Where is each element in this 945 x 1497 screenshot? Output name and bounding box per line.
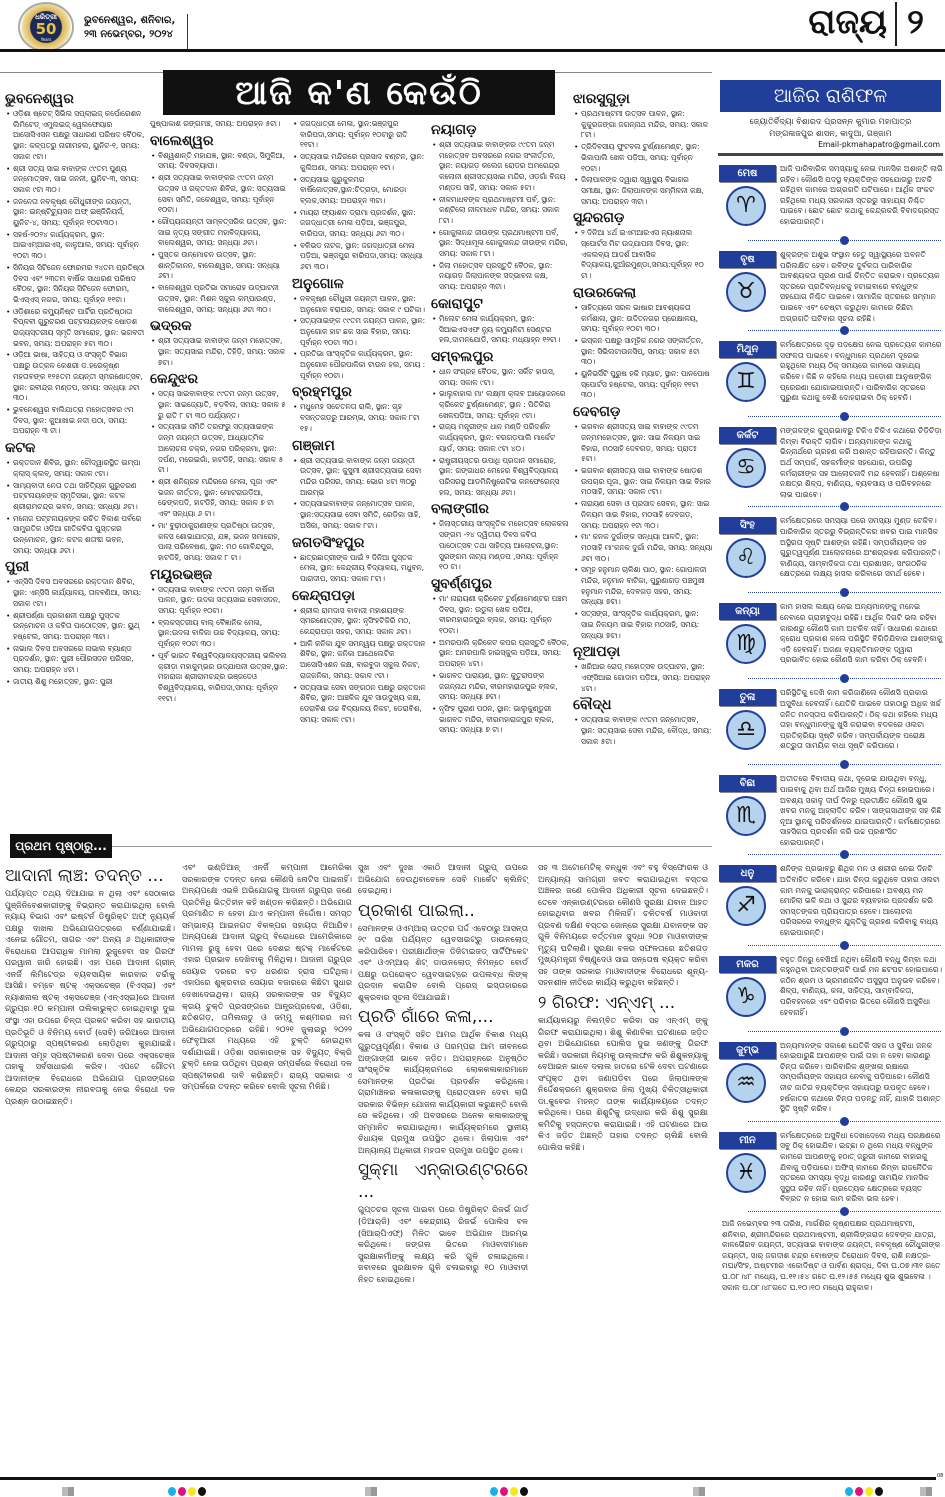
event-item: • ସତ୍ୟସାଇ ସମିତି ତରଫରୁ ସତ୍ୟସାଇଙ୍କ ଜନ୍ମ ଜୟନ୍ତୀ ଉତ୍ସବ, ଆଧ୍ୟାତ୍ମିକ ଆଲୋଚନା ଚକ୍ର, ନଗର ପରିକ୍ରମା, ସ୍ଥାନ: ଦର୍ପଣ, ମରେଇଗାଁ, ହାଟଡିହି, ସମୟ: ସକାଳ ୫ ଟା।: [150, 422, 288, 476]
events-column: [431, 119, 569, 737]
dotted-separator: [748, 848, 941, 860]
rashi-prediction: ବହୁତ ଦିନରୁ ବେଖିଆଁ ନଥିବା କୌଣସି ବନ୍ଧୁ କିମ୍ବା କଥା କହୁନଥିବା ଅନ୍ତରଙ୍ଗଟି ପାଇଁ ମନ ଛଟପଟ ହୋଇପାରେ। କଠିନ ଶ୍ରମ ଓ ଭ୍ରମଣଜନିତ ଅସୁସ୍ଥତା ଅନୁଭବ କରିବେ। ଶିଳ୍ପ, ବାଣିଜ୍ୟ, କଳା, ସାହିତ୍ୟ, ସାମ୍ବାଦିକତା, ପରିବହନରେ ଏବଂ ପରିବାର ଭିତରେ କୌଣସି ଅସୁବିଧା ହେବନାହିଁ।: [780, 954, 943, 1017]
event-item: • ଏନ୍‌ସିସି ଦିବସ ଅବସରରେ ରକ୍ତଦାନ ଶିବିର, ସ୍ଥାନ: ଏନ୍‌ସିସି କାର୍ଯ୍ୟାଳୟ, ତାଳବଣିଆ, ସମୟ: ସକାଳ ୯ଟା।: [5, 577, 145, 609]
event-item: • ସତ୍ୟସାଇ ମନ୍ଦିରରେ ପ୍ରସାଦ ବଣ୍ଟନ, ସ୍ଥାନ: କୁଲିଅଣା, ସମୟ: ଅପରାହ୍ନ ୧ଟା।: [292, 152, 427, 173]
registration-mark: [920, 1487, 932, 1496]
district-heading: କଟକ: [5, 440, 36, 457]
dotted-separator: [748, 758, 941, 770]
divider: [112, 846, 712, 847]
rashi-2: [718, 246, 943, 336]
event-item: • ଓଡ଼ିଶାରେ କମ୍ୟୁନିଷ୍ଟ ପାର୍ଟିର ପ୍ରତିଷ୍ଠାତା ବିପ୍ଳବୀ ଗୁରୁଚରଣ ପଟ୍ଟନାୟକଙ୍କ ଷୋଡ଼ଶ ରାଜ୍ୟସ୍ତରୀୟ ସ୍ମୃତି ସମାରୋହ, ସ୍ଥାନ: ଭଗବତୀ ଭବନ, ସମୟ: ଅପରାହ୍ନ ୫ଟା ୩୦।: [5, 307, 145, 350]
rashi-prediction: ଆଜି ପାରିବାରିକ ସମସ୍ୟାକୁ ନେଇ ମାନସିକ ଅଶାନ୍ତି ଲାଗି ରହିବ। କୌଣସି ପଦସ୍ଥ ବ୍ୟକ୍ତିଙ୍କ ସହଯୋଗରୁ ଅଟକି ରହିଥିବା କାମରେ ଅଗ୍ରଗତି ଘଟିପାରେ। ଆର୍ଥିକ ସଂକଟ ରହିଥିଲେ ମଧ୍ୟ ସରକାରୀ ସ୍ତରରୁ ସାହାଯ୍ୟ ନିଶ୍ଚିତ ପାଇବେ। ଛୋଟ ଛୋଟ କଥାକୁ କେନ୍ଦ୍ରକରି ବିବାଦଗ୍ରସ୍ତ ହୋଇପାରନ୍ତି।: [780, 164, 943, 226]
event-item: • ମା' କନକ ଦୁର୍ଗାଙ୍କ ସନ୍ଧ୍ୟା ଆଳତି, ସ୍ଥାନ: ମଠସାହି ମା'କନକ ଦୁର୍ଗା ମନ୍ଦିର, ସମୟ: ସନ୍ଧ୍ୟା ୬ଟା ୩୦।: [573, 532, 713, 564]
district-heading: ଝାରସୁଗୁଡ଼ା: [573, 91, 630, 107]
event-list: [292, 294, 427, 382]
rashi-prediction: ମଙ୍ଗଳଙ୍କ କୁପ୍ରଭାବରୁ ଟିକିଏ ଟିକିଏ କଥାରେ ଚିଡ଼ିଚିଡ଼ା କିମ୍ବା ବିରକ୍ତି ଲାଗିବ। ଅନ୍ୟମାନଙ୍କ କଥାକୁ ଭିନ୍ନାର୍ଥରେ ଗ୍ରହଣ କରି ଅଶାନ୍ତ ରହିପାରନ୍ତି। କିନ୍ତୁ ଅର୍ଥ ସମ୍ପର୍କ, ସହକର୍ମୀଙ୍କ ସହଯୋଗ, ଉପରିସ୍ଥ କର୍ମଚାରୀଙ୍କ ସହ ଆଲୋଚନାଦି ମନ୍ଦ ହେବନାହିଁ। ଅଶ୍ଳେଷା ନକ୍ଷତ୍ର ଶିଳ୍ପ, ବାଣିଜ୍ୟ, ବ୍ୟବସାୟ ଓ ପରିବହନରେ ଲାଭ ପାଇବେ।: [780, 426, 942, 499]
event-item: • ମନୋଜ ପଟ୍ଟନାୟକଙ୍କ ରଚିତ ବିକାଶ ପର୍ବରେ ସାମ୍ପ୍ରତିକ ଓଡ଼ିଆ ଗୀତିକବିତା ପୁସ୍ତକର ଉନ୍ମୋଚନ, ସ୍ଥାନ: କଟକ ଶତାବ୍ଦୀ ଭବନ, ସମୟ: ସନ୍ଧ୍ୟା ୬ଟା।: [5, 514, 145, 557]
event-item: • ଇସ୍କନ ପକ୍ଷରୁ ସାମୂହିକ ନଗର ସଙ୍କୀର୍ତ୍ତନ, ସ୍ଥାନ: ସିଭିଲଟାଉନସିପ୍, ସମୟ: ସକାଳ ୫ଟା ୩୦।: [573, 336, 713, 368]
event-item: • ବ୍ଲକସ୍ତରୀୟ ବାଲ୍ ବୈଜ୍ଞାନିକ ମେଳା, ସ୍ଥାନ:ଉଦଳା ବାଳିକା ଉଚ୍ଚ ବିଦ୍ୟାଳୟ, ସମୟ: ପୂର୍ବାହ୍ନ ୧୦ଟା ୩୦।: [150, 618, 288, 650]
article-body: ସହ ୩ ଅଟୋମେଟିକ୍ ବନ୍ଧୁକ ଏବଂ ବହୁ ବିସ୍ଫୋରକ ଓ ଅନ୍ୟାନ୍ୟ ସାମଗ୍ରୀ ଜବତ କରାଯାଇଥିବା ବସ୍ତର ଅଞ୍ଚଳର ଜଣେ ପୋଲିସ ଅଧିକାରୀ ସୂଚନା ଦେଇଛନ୍ତି। ତେବେ ଏନ୍‌କାଉଣ୍ଟରରେ କୌଣସି ସୁରକ୍ଷା ଯବାନ ଆହତ ହୋଇଥିବାର ଖବର ମିଳିନାହିଁ। ଚଳିତବର୍ଷ ମାଓବାଦୀ ପ୍ରବଣ ଦକ୍ଷିଣ ବସ୍ତର ଜୋନ୍‌ରେ ସୁରକ୍ଷା ଯବାନଙ୍କ ସହ ଗୁଳି ବିନିମୟରେ ବର୍ତ୍ତମାନ ସୁଦ୍ଧା ୨୦୭ ମାଓବାଦୀଙ୍କ ମୃତ୍ୟୁ ଘଟିଲାଣି। ସୁରକ୍ଷା ବଳର ସଫଳତାରେ ଛତିଶଗଡ଼ ମୁଖ୍ୟମନ୍ତ୍ରୀ ବିଷ୍ଣୁଦେଓ ସାଇ ସନ୍ତୋଷ ବ୍ୟକ୍ତ କରିବା ସହ ତାଙ୍କ ସରକାର ମାଓବାଦୀଙ୍କ ବିରୋଧରେ ଶୂନ୍ୟ-ସହନଶୀଳ ନୀତିରେ କାର୍ଯ୍ୟ କରୁଥିବା କହିଛନ୍ତି।: [538, 862, 708, 988]
rashifal-author: ଜ୍ୟୋତିର୍ବିଦ୍ୟା ବିଶାରଦ ପ୍ରସନ୍ନ କୁମାର ମହାପାତ୍ର ମଙ୍ଗଳାଜପୁର ଶାସନ, କାଦୁଆ, ଗଞ୍ଜାମ: [749, 116, 912, 138]
event-item: • ପ୍ରଥମାଷ୍ଟମୀ ଉତ୍ସବ ପାଳନ, ସ୍ଥାନ: କୁକୁରଜଙ୍ଗା ଜଗନ୍ନାଥ ମନ୍ଦିର, ସମୟ: ସକାଳ ୮ଟା।: [573, 109, 713, 141]
event-list: [5, 458, 145, 556]
event-list: [292, 402, 427, 434]
rashi-8: [718, 770, 943, 860]
event-item: • ଭାଲୁବାହାଲ ମା' ଲକ୍ଷ୍ମୀ କ୍ଲବ ଆୟୋଜନରେ କ୍ରିକେଟ ଟୁର୍ଣ୍ଣାମେଣ୍ଟ, ସ୍ଥାନ : ପିତିକିରା ଖେଳପଡ଼ିଆ, ସମୟ: ପୂର୍ବାହ୍ନ ୯ଟା।: [431, 389, 569, 421]
dotted-separator: [748, 410, 941, 422]
rashifal-signs: [718, 160, 943, 1217]
rashi-4: [718, 422, 943, 512]
rashi-9: [718, 860, 943, 950]
event-item: • ରୌପ୍ୟଜୟନ୍ତୀ ସାମ୍ବତ୍ସରିକ ଉତ୍ସବ, ସ୍ଥାନ: ସାଇ ନୃତ୍ୟ ସଙ୍ଗୀତ ମହାବିଦ୍ୟାଳୟ, ବାଲେଶ୍ୱର, ସମୟ: ସନ୍ଧ୍ୟା ୬ଟା।: [150, 217, 288, 249]
district-heading: ସୁନ୍ଦରଗଡ଼: [573, 210, 625, 227]
event-list: [5, 109, 145, 437]
event-item: • ଜିଲା ମହୋତ୍ସବ ପ୍ରସ୍ତୁତି ବୈଠକ, ସ୍ଥାନ: ନୟାଗଡ଼ ଜିଲାପାଳଙ୍କ ସଦ୍‌ଭାବନା କକ୍ଷ, ସମୟ: ଅପରାହ୍ନ ୩ଟା।: [431, 261, 569, 293]
district-heading: ମୟୂରଭଞ୍ଜ: [150, 566, 213, 583]
rashi-6: [718, 598, 943, 684]
article-headline: ଆଦାନୀ ଲାଞ୍ଚ: ତଦନ୍ତ ...: [5, 866, 164, 886]
district-heading: ବ୍ରହ୍ମପୁର: [292, 384, 352, 401]
event-list: [150, 151, 288, 316]
rashi-prediction: ଅତୀତରେ ବିବାଦୀୟ କଥା, ଦୂରେଇ ଯାଉଥିବା ବନ୍ଧୁ, ପାଇବାକୁ ଥିବା ଅର୍ଥ ଆଜିର ମୁଖ୍ୟ ଚିନ୍ତା ହୋଇପାରେ। ଅବଶ୍ୟ ସକାଳୁ ଦୀର୍ଘ ଦିନରୁ ପ୍ରତୀକ୍ଷିତ କୌଣସି ଶୁଭ ଖବର ମନକୁ ଆହ୍ଲାଦିତ କରିବ। ସାଙ୍ଗସାଥୀଙ୍କ ସହ କିଛି ନୂଆ ସ୍ଥାନକୁ ପରିଦର୍ଶନରେ ଯାଇପାରନ୍ତି। କର୍ମକ୍ଷେତ୍ରରେ ସାହସିକତା ପ୍ରଦର୍ଶନ କରି ଉଚ୍ଚ ପ୍ରଶଂସିତ ହୋଇପାରନ୍ତି।: [780, 774, 942, 847]
dotted-separator: [748, 500, 941, 512]
rashi-3: [718, 336, 943, 422]
district-heading: ପୁରୀ: [5, 559, 30, 576]
event-list: [431, 367, 569, 498]
article-body: ସୁଖ ଏବଂ ଦୁଃଖ ଏକାଠି ଆଦାନୀ ଗ୍ରୁପ୍ ଉପରେ ଅଭିଯୋଗ ଦେଉଥିବାବେଳେ ସେବି ମାର୍କେଟ କ୍ଲିନିଟ୍ ଦେଇଥିଲା।: [358, 862, 528, 896]
article-body: ସେମାନଙ୍କ ଓଏମ୍‌ଆର୍ ଉତ୍ତର ପର୍ଦ୍ଦ ଏବେଠାରୁ ଆସନ୍ତା ୨୯ ତାରିଖ ପର୍ଯ୍ୟନ୍ତ ୱେବସାଇଟ୍‌ରୁ ଡାଉନଲୋଡ୍ କରିପାରିବେ। ପରୀକ୍ଷାର୍ଥୀଙ୍କ ଡିଜିଟାଇଜଡ୍ ସାର୍ଟିଫିକେଟ ଏବଂ ଓଏମ୍‌ଆର୍ ଶିଟ୍ ଡାଉନଲୋଡ୍ ନିମନ୍ତେ ବୋର୍ଡ ପକ୍ଷରୁ ଉପରୋକ୍ତ ୱେବସାଇଟ୍‌ରେ ଉପଲବ୍ଧ ଲିଙ୍କ୍ ପ୍ରଦାନ କରାଯିବ ବୋଲି ପ୍ରେସ୍ ଇସ୍ତାହାରରେ ଶୁକ୍ରବାର ସୂଚନା ଦିଆଯାଇଛି।: [358, 922, 528, 1002]
zodiac-10-icon: ♑: [726, 977, 766, 1017]
event-item: • ମାୟରା ଫ୍ୟାଶନ ଡ୍ରାମା ପ୍ରଦର୍ଶନ, ସ୍ଥାନ: ଜଗଦ୍ଧାତ୍ରୀ ମେଳା ପଡ଼ିଆ, ଭଞ୍ଜପୁର, ବାରିପଦା, ସମୟ: ସନ୍ଧ୍ୟା ୬ଟା ୩୦।: [292, 208, 427, 240]
article-headline: ସୁକ୍ମା ଏନ୍‌କାଉଣ୍ଟରରେ ...: [358, 1160, 528, 1203]
event-item: • ସତ୍ୟସାଇବାବାଙ୍କ ଜନ୍ମୋତ୍ସବ ପାଳନ, ସ୍ଥାନ:ସତ୍ୟସାଇ ସେବା ସମିତି, ରେଡ଼ିକା ସାହି, ଅସିକା, ସମୟ: ସକାଳ ୮ଟା।: [292, 499, 427, 531]
panchang-text: ଆଜି ନଭେମ୍ବର ୨୩ ତାରିଖ, ମାର୍ଗଶିର କୃଷ୍ଣପକ୍ଷର ପ୍ରଥମାଷ୍ଟମୀ, ଶନିବାର, ଶ୍ରୀମନ୍ଦିରରେ ପ୍ରଥମାଷ୍ଟମୀ, ଶ୍ରୀଲିଙ୍ଗରାଜ ଦେବଙ୍କ ଯାତ୍ରା, କାଳଭୈରବ ଜୟନ୍ତୀ, ସତ୍ୟସାଇ ବାବାଙ୍କ ଜୟନ୍ତୀ, ନବକୃଷ୍ଣ ଚୌଧୁରୀଙ୍କ ଜୟନ୍ତୀ, ସାର୍ ଜଗଦୀଶ ଚନ୍ଦ୍ର ବୋଷଙ୍କ ତିରୋଧାନ ଦିବସ, ରାଶି ନକ୍ଷତ୍ର- ମଘା/ସିଂହ, ଅଷ୍ଟମୀର ଏକୋଦିଷ୍ଟ ଓ ପାର୍ବଣ ଶ୍ରାଦ୍ଧ, ଦିବା ଘ.୦୭।୩୧ ଗତେ ଘ.୦୮।୪୮ ମଧ୍ୟେ, ଘ.୧୧।୫୪ ଗତେ ଘ.୧୨।୫୫ ମଧ୍ୟେ ଶୁଭ ଶୁଭବେଳା । ସକାଳ ଘ.୦୮।୪୮ଗତେ ଘ.୧୦।୧୦ ମଧ୍ୟେ ରାହୁକାଳ।: [722, 1218, 941, 1292]
rashi-label: ମୀନ: [719, 1132, 776, 1149]
events-column: [5, 88, 145, 688]
zodiac-11-icon: ♒: [726, 1063, 766, 1103]
event-item: • ବିଶ୍ୱଶାନ୍ତି ମହାଯଜ୍ଞ, ସ୍ଥାନ: ବଣ୍ଡା, ସିମୁଳିଆ, ସମୟ: ଦିବସବ୍ୟାପୀ।: [150, 151, 288, 172]
article-body: ପର୍ଯ୍ୟାପ୍ତ ତଥ୍ୟ ଦିଆଯାଇ ନ ଥିଲା ଏବଂ ସେଠାକାର ପୁଞ୍ଜିନିବେଶକାରୀଙ୍କୁ ବିଭ୍ରାନ୍ତ କରାଯାଇଥିଲା ବୋଲି ନ୍ୟାୟ ବିଭାଗ ଏବଂ ଇଷ୍ଟର୍ନ ଡିଷ୍ଟ୍ରିକ୍ଟ ଅଫ୍ ନ୍ୟୁୟର୍କ ପକ୍ଷରୁ ଦାଖଲ ଅଭିଯୋଗପତ୍ରରେ ବର୍ଣ୍ଣାଯାଇଛି। ଏନେଇ ଗୌତମ, ସାଗର ଏବଂ ଅନ୍ୟ ୬ ଅଧିକାରୀଙ୍କ ବିରୋଧରେ ଆପରାଧିକ ମାମଲା ରୁଜୁହେବା ସହ ଗିରଫ ପରୱାନା ଜାରି ହୋଇଛି। ଏହା ପରେ ଆଦାନୀ ଗ୍ରୀନ୍ ଏନର୍ଜି ଲିମିଟେଡ୍‌ର ବ୍ୟବସାୟିକ କାରବାର ଚର୍ଚ୍ଚାକୁ ଆସିଛି। ବମ୍ବେ ଷ୍ଟକ୍ ଏକ୍ସଚେଞ୍ଜ (ବିଏସ୍‌ଇ) ଏବଂ ନ୍ୟାଶନାଲ ଷ୍ଟକ୍ ଏକ୍ସଚେଞ୍ଜ (ଏନ୍‌ଏସ୍‌ଇ)ରେ ଆଦାନୀ ଗ୍ରୁପ୍‌ର ୧୦ କମ୍ପାନୀ ତାଲିକାଭୁକ୍ତ ହୋଇଥିବାରୁ ଦୁଇ ସଂସ୍ଥା ଏହା ଉପରେ ଚିନ୍ତା ପ୍ରକଟ କରିବା ସହ ଭାରତୀୟ ପ୍ରତିଭୂତି ଓ ବିନିମୟ ବୋର୍ଡ (ସେବି) ଜରିଆରେ ଆଦାନୀ ଗ୍ରୁପ୍‌ଠାରୁ ସ୍ପଷ୍ଟୀକରଣ ଲୋଡ଼ିଥିବା କୁହାଯାଇଛି। ଆଦାନୀ ସମୂହ ସ୍ପଷ୍ଟୀକରଣ ଦେବା ପରେ ଏକ୍ସଚେଞ୍ଜ ତାହାକୁ ସର୍ବସାଧାରଣ କରିବ। ଏପଟେ ଗୌତମ ଆଦାନୀଙ୍କ ବିରୋଧରେ ଅଭିଯୋଗ ପ୍ରସଙ୍ଗରେ କେନ୍ଦ୍ର ସରକାରଙ୍କ ନୀରବତାକୁ ନେଇ ବିରୋଧୀ ଦଳ ପ୍ରଶ୍ନ ଉଠାଇଛନ୍ତି।: [5, 888, 175, 1106]
event-list: [292, 119, 427, 273]
zodiac-1-icon: ♈: [726, 186, 766, 226]
event-list: [431, 314, 569, 346]
rashi-7: [718, 684, 943, 770]
event-list: [573, 109, 713, 207]
event-item: • ସହର୍ଷ-୨୦୨୪ କାର୍ଯ୍ୟକ୍ରମ, ସ୍ଥାନ: ଆଇଏମ୍‌ଆଇଏସ୍, କାଳୁଆଲ, ସମୟ: ପୂର୍ବାହ୍ନ ୧୦ଟା ୩୦।: [5, 230, 145, 262]
rashi-label: ମକର: [719, 956, 776, 973]
dotted-separator: [748, 234, 941, 246]
event-item: • ସତ୍ୟସାଇ ବାବାଙ୍କ ୯୯ତମ ଜନ୍ମୋତ୍ସବ, ସ୍ଥାନ: ସତ୍ୟସାଇ ସେବା ମନ୍ଦିର, ବୌଦ୍ଧ, ସମୟ: ସକାଳ ୫ଟା।: [573, 715, 713, 747]
event-item: • ୨ ଦିନିଆ ୪ର୍ଥ ଇଏମଆରଏସ ନ୍ୟାଶନାଲ ସ୍ପୋର୍ଟସ ମିଟ ଉଦ୍‌ଯାପନୀ ଦିବସ, ସ୍ଥାନ: ଏକଲବ୍ୟ ଆଦର୍ଶ ଆବାସିକ ବିଦ୍ୟାଳୟ,କୁଆଁରମୁଣ୍ଡା,ସମୟ:ପୂର୍ବାହ୍ନ ୧୦ ଟା।: [573, 228, 713, 282]
district-heading: ବଲାଙ୍ଗୀର: [431, 501, 489, 518]
rashi-5: [718, 512, 943, 598]
zodiac-6-icon: ♍: [726, 624, 766, 664]
event-item: • ଶ୍ରୀ ସତ୍ୟ ସାଇ ବାବାଙ୍କ ୯୯ତମ ପୁଣ୍ୟ ଜନ୍ମୋତ୍ସବ, ସାଇ ଜନନୀ, ୟୁନିଟ-୩, ସମୟ: ସକାଳ ୯ଟା ୩୦।: [5, 164, 145, 196]
event-item: • ପୂର୍ବ ଭାରତ ବିଶ୍ୱବିଦ୍ୟାଳୟସ୍ତରୀୟ ଭଲିବଲ କ୍ରୀଡ଼ା ମହାକୁମ୍ଭର ଉଦ୍‌ଯାପନୀ ଉତ୍ସବ,ସ୍ଥାନ: ମହାରାଜା ଶ୍ରୀରାମଚନ୍ଦ୍ର ଭଞ୍ଜଦେଓ ବିଶ୍ୱବିଦ୍ୟାଳୟ, ବାରିପଦା,ସମୟ: ପୂର୍ବାହ୍ନ ୧୧ଟା।: [150, 651, 288, 705]
rashi-prediction: ପରିସ୍ଥିତିକୁ ଦେଖି କାମ କରିଜାଣିଲେ କୌଣସି ପ୍ରକାର ଅସୁବିଧା ହେବନାହିଁ। ଯେତିକି ପାଇବେ ତାହାଠାରୁ ଅଧିକ ଖର୍ଚ୍ଚ ଜନିତ ମନସ୍ତାପ କରିପାରନ୍ତି। ଠିକ୍ କଥା କହିଲେ ମଧ୍ୟ ତାହା ବନ୍ଧୁମାନଙ୍କୁ ଖୁସି କରାଇବା ବଦଳରେ ଓଲଟା ପ୍ରତିକ୍ରିୟା ସୃଷ୍ଟି କରିବ। ସମ୍ପର୍କୀୟଙ୍କ ପରୋକ୍ଷ ଶତ୍ରୁତା ସାମୟିକ ବାଧା ସୃଷ୍ଟି କରିପାରେ।: [780, 688, 941, 751]
registration-mark: [62, 1487, 74, 1496]
event-item: • ନୃସିଂହ ପୁରାଣ ପଠନ, ସ୍ଥାନ: ଭାଲୁକୁଣ୍ଡୁରୀ ଭାଗବତ ମନ୍ଦିର, ବୀରମହାରାଜପୁର ବ୍ଲକ, ସମୟ: ସନ୍ଧ୍ୟା ୭ ଟା।: [431, 704, 569, 736]
event-item: • ଭୁବନେଶ୍ୱର ବାଲିଯାତ୍ରା ମହୋତ୍ସବର ୯ମ ଦିବସ, ସ୍ଥାନ: କୁଆଖାଇ ନଦୀ ପଠା, ସମୟ: ଅପରାହ୍ନ ୩ ଟା।: [5, 405, 145, 437]
zodiac-5-icon: ♌: [726, 538, 766, 578]
event-list: [431, 519, 569, 573]
rashi-label: ମିଥୁନ: [719, 341, 776, 358]
event-item: • ନୀଳମାଧବଙ୍କ ପ୍ରଥମାଷ୍ଟମୀ ପର୍ବ, ସ୍ଥାନ: କଣ୍ଟିଲୋ ନୀଳମାଧବ ମନ୍ଦିର, ସମୟ: ସକାଳ ୮ଟା।: [431, 195, 569, 227]
color-registration-mark: [845, 1487, 883, 1496]
event-list: [292, 456, 427, 532]
article-headline: ପ୍ରତି ଗାଁରେ କଳା,...: [358, 1007, 494, 1028]
event-item: • ମା' ବୁଢ଼ୀଠାକୁରାଣୀଙ୍କ ପ୍ରତିଷ୍ଠା ଉତ୍ସବ, କଳସ ଶୋଭାଯାତ୍ରା, ଯଜ୍ଞ, ଭଜନ ସମାରୋହ, ପାଲା ପରିବେଷଣ, ସ୍ଥାନ: ମଠ ଗୋବିନ୍ଦପୁର, ହାଟଡିହି, ସମୟ: ସକାଳ ୮ ଟା।: [150, 521, 288, 564]
dotted-separator: [748, 1115, 941, 1127]
event-list: [431, 594, 569, 736]
article-headline: ୨ ଗିରଫ: ଏନ୍‌ଏମ୍ ...: [538, 993, 676, 1014]
article-body: ଗୁପ୍ତଚର ସୂଚନା ପାଇବା ପରେ ଡିଷ୍ଟ୍ରିକ୍ଟ ରିଜର୍ଭ ଗାର୍ଡ (ଡିଆର୍‌ଜି) ଏବଂ କେନ୍ଦ୍ରୀୟ ରିଜର୍ଭ ପୋଲିସ ବଳ (ସିଆର୍‌ପିଏଫ୍) ମିଳିତ ଭାବେ ଅଭିଯାନ ଆରମ୍ଭ କରିଥିଲେ। ଜଙ୍ଗଲ ଭିତରେ ମାଓବାଦୀମାନେ ସୁରକ୍ଷାକର୍ମୀଙ୍କୁ ଲକ୍ଷ୍ୟ କରି ଗୁଳି ଚଳାଇଥିଲେ। ଜବାବରେ ସୁରକ୍ଷାବଳ ଗୁଳି ଚଳାଇବାରୁ ୧୦ ମାଓବାଦୀ ନିହତ ହୋଇଥିଲେ।: [358, 1204, 528, 1284]
event-item: • ଶ୍ରୀପର୍ଣ୍ଣା ପ୍ରକାଶନୀ ପକ୍ଷରୁ ପୁସ୍ତକ ଉନ୍ମୋଚନ ଓ କବିତା ପାଠୋତ୍ସବ, ସ୍ଥାନ: ୟୁଥ୍ ହଷ୍ଟେଲ, ସମୟ: ଅପରାହ୍ନ ୩ଟା।: [5, 611, 145, 643]
color-registration-mark: [168, 1487, 206, 1496]
event-item: • ଜାତୀୟ ଶିଶୁ ମହୋତ୍ସବ, ସ୍ଥାନ: ପୁରୀ: [5, 677, 145, 688]
event-item: • ମିଲେଟ ମେଳା କାର୍ଯ୍ୟକ୍ରମ, ସ୍ଥାନ: ସିଆଇଏସଏଫ ନ୍ୟୁ କମ୍ୟୁନିଟୀ ସେଣ୍ଟର ହଲ,ଦାମନଯୋଡି, ସମୟ: ମଧ୍ୟାହ୍ନ ୧୨ଟା।: [431, 314, 569, 346]
zodiac-3-icon: ♊: [726, 362, 766, 402]
district-heading: ରାଉରକେଲା: [573, 284, 637, 301]
district-heading: ଭଦ୍ରକ: [150, 318, 192, 335]
page-code: 08: [937, 1473, 944, 1479]
footer-rule: [0, 1477, 936, 1480]
event-item: • ସତ୍ୟସାଇ ସେବା ସଙ୍ଗଠନ ପକ୍ଷରୁ ରକ୍ତଦାନ ଶିବିର, ସ୍ଥାନ: ଆଞ୍ଚଳିକ ଯୁବ ସାଉଦୁଖ୍ୟ କକ୍ଷ, ଡେରାବିଶ ଉଚ୍ଚ ବିଦ୍ୟାଳୟ ନିକଟ, ଡେରାବିଶ, ସମୟ: ସକାଳ ୯ଟା।: [292, 683, 427, 726]
event-item: • ରାଜ୍ୟ ମନ୍ତ୍ରୀଙ୍କ ଧାନ ମଣ୍ଡି ପରିଦର୍ଶନ କାର୍ଯ୍ୟକ୍ରମ, ସ୍ଥାନ: ବରଗଡ଼ପାଲି ମାର୍କେଟ ୟାର୍ଡ, ସମୟ: ସକାଳ ୯ଟା ୪୦।: [431, 422, 569, 454]
zodiac-2-icon: ♉: [726, 272, 766, 312]
event-item: • ଧାନ ସଂଗ୍ରହ ବୈଠକ, ସ୍ଥାନ: ସର୍କିଟ ହାଉସ, ସମୟ: ସକାଳ ୯ଟା।: [431, 367, 569, 388]
rashi-label: ବିଛା: [719, 775, 776, 792]
event-item: • ଭାଗବତ ପାରାୟଣ, ସ୍ଥାନ: କୁତୁରାପଙ୍କ ଜଗନ୍ନାଥ ମନ୍ଦିର, ବୀରମହାରାଜପୁର ବ୍ଲକ, ସମୟ: ସନ୍ଧ୍ୟା ୭ଟା।: [431, 671, 569, 703]
event-item: • ପ୍ରତିଭା ସାଂସ୍କୃତିକ କାର୍ଯ୍ୟକ୍ରମ, ସ୍ଥାନ: ଅନୁଗୋଳ ପୌରପାଳିକା ଟାଉନ ହଲ, ସମୟ : ପୂର୍ବାହ୍ନ ୧୦ଟା।: [292, 349, 427, 381]
event-list: [431, 140, 569, 293]
event-item: • ତ୍ରିଦିବସୀୟ ଫୁଟବଲ ଟୁର୍ଣ୍ଣାମେଣ୍ଟ, ସ୍ଥାନ: ଭିକାପାଲି ଖେଳ ପଡ଼ିଆ, ସମୟ: ପୂର୍ବାହ୍ନ ୧୦ଟା।: [573, 142, 713, 174]
event-item: • ବଳିଭଡ ନାଟକ, ସ୍ଥାନ: ଜଗଦ୍ଧାତ୍ରୀ ମେଳା ପଡ଼ିଆ, ଭଞ୍ଜପୁର ବାରିପଦା,ସମୟ: ସନ୍ଧ୍ୟା ୬ଟା ୩୦।: [292, 241, 427, 273]
article-body: କଳା ଓ ସଂସ୍କୃତି ସହିତ ଆମର ଆର୍ଥିକ ବିକାଶ ମଧ୍ୟ ଗୁରୁତ୍ୱପୂର୍ଣ୍ଣ। ବିକାଶ ଓ ପରମ୍ପରା ଆମ ଜୀବନରେ ଅଙ୍ଗାଙ୍ଗୀ ଭାବେ ଜଡ଼ିତ। ଅପରାହ୍ନରେ ଅନୁଷ୍ଠିତ ସାଂସ୍କୃତିକ କାର୍ଯ୍ୟକ୍ରମରେ ଲୋକକଳାକାରମାନେ ସେମାନଙ୍କ ପ୍ରତିଭା ପ୍ରଦର୍ଶନ କରିଥିଲେ। ଗ୍ରାମାଞ୍ଚଳର କଳାକାରଙ୍କୁ ପ୍ରୋତ୍ସାହନ ଦେବା ଲାଗି ସରକାର ବିଭିନ୍ନ ଯୋଜନା କାର୍ଯ୍ୟକାରୀ କରୁଛନ୍ତି ବୋଲି ସେ କହିଥିଲେ। ଏହି ଅବସରରେ ଅନେକ କଳାକାରଙ୍କୁ ସମ୍ମାନିତ କରାଯାଇଥିଲା। କାର୍ଯ୍ୟକ୍ରମରେ ସ୍ଥାନୀୟ ବିଧାୟକ ପ୍ରମୁଖ ଉପସ୍ଥିତ ଥିଲେ। ଜିଲାପାଳ ଏବଂ ଅନ୍ୟାନ୍ୟ ଅଧିକାରୀ ମହତାବ ପ୍ରମୁଖ ଉପସ୍ଥିତ ଥିଲେ।: [358, 1029, 528, 1155]
event-list: [573, 228, 713, 282]
article-body: କାର୍ଯ୍ୟାଳୟରୁ ନିଲମ୍ବିତ କରିବା ସହ ଏନ୍‌ଏମ୍ ଙ୍କୁ ଗିରଫ କରାଯାଇଥିଲା। ଶିଶୁ କିଣାବିକା ଘଟଣାରେ ଜଡ଼ିତ ଥିବା ଅଭିଯୋଗରେ ପୋଲିସ ଦୁଇ ଜଣଙ୍କୁ ଗିରଫ କରିଛି। ସରକାରୀ ନିୟମକୁ ଉଲ୍ଲଙ୍ଘନ କରି ଶିଶୁକନ୍ୟାକୁ ବେଆଇନ ଭାବେ ଦଲାଲ ହାତରେ ଟେକି ଦେବା ଘଟଣାରେ ସଂପୃକ୍ତ ଥିବା ଜଣାପଡ଼ିବା ପରେ ଜିଲାପାଳଙ୍କ ନିର୍ଦ୍ଦେଶକ୍ରମେ ଶୁକ୍ରବାର ଜିଲା ମୁଖ୍ୟ ଚିକିତ୍ସାଧିକାରୀ ଡା.କୁବେର ମହନ୍ତ ତାଙ୍କ କାର୍ଯ୍ୟାଳୟରେ ତଦନ୍ତ କରିଥିଲେ। ପରେ ଶିଶୁଟିକୁ ଉଦ୍ଧାର କରି ଶିଶୁ ସୁରକ୍ଷା କମିଟିକୁ ହସ୍ତାନ୍ତର କରାଯାଇଛି। ଏହି ଘଟଣାରେ ଆଉ କିଏ ଜଡ଼ିତ ଅଛନ୍ତି ତାହାର ତଦନ୍ତ ଚାଲିଛି ବୋଲି ପୋଲିସ କହିଛି।: [538, 1015, 708, 1153]
rashi-label: ବୃଷ: [719, 251, 776, 268]
rashi-label: କର୍କଟ: [719, 427, 776, 444]
event-item: • ଜିଲାପାଳଙ୍କ ଦ୍ୱାରା ସ୍ୱାସ୍ଥ୍ୟ ବିଭାଗର ସମୀକ୍ଷା, ସ୍ଥାନ: ଜିଲାପାଳଙ୍କ ସମ୍ମିଳନୀ କକ୍ଷ, ସମୟ: ଅପରାହ୍ନ ୩ଟା।: [573, 175, 713, 207]
district-heading: ଗଞ୍ଜାମ: [292, 437, 335, 454]
front-page-continuation-tag: ପ୍ରଥମ ପୃଷ୍ଠାରୁ...: [10, 834, 112, 858]
event-item: • ଆଳି କନିକା ଯୁବ ସମନ୍ୱୟ ପକ୍ଷରୁ ରକ୍ତଦାନ ଶିବିର, ସ୍ଥାନ: କନିକା ଆଥେଲେଟିକ ଆସୋସିଏଶନ କକ୍ଷ, ବାରବୁଦା ସ୍କୁଲ ନିକଟ, ରାଜକନିକା, ସମୟ: ସକାଳ ୯ଟା।: [292, 639, 427, 682]
zodiac-12-icon: ♓: [726, 1153, 766, 1193]
dotted-separator: [748, 1205, 941, 1217]
event-item: • ପୁସ୍ତକ ଉନ୍ମୋଚନ ଉତ୍ସବ, ସ୍ଥାନ: ଶାନ୍ତିକାନନ, ବାଲେଶ୍ୱର, ସମୟ: ସନ୍ଧ୍ୟା ୬ଟା।: [150, 250, 288, 282]
district-heading: କେନ୍ଦ୍ରାପଡ଼ା: [292, 587, 356, 604]
rashi-prediction: କାମ ହାସଲ ଲକ୍ଷ୍ୟ ନେଇ ଅନ୍ୟମାନଙ୍କୁ ମନେଇ ନେବାରେ ଗ୍ରାହୀବୁଦ୍ଧ ରହିଛି। ଆର୍ଥିକ ଦିଗଟି ଭଲ ରହିବା କାରଣରୁ କୌଣସି କାମ ଅଟକିବ ନାହିଁ। ସାଧାରଣ କଥାରେ କ୍ରୋଧ ପ୍ରକାଶ କଲେ ପରିସ୍ଥିତି ବିଗିଡ଼ିଯିବାର ଆଶଙ୍କାକୁ ଏଡ଼ି ହେବନାହିଁ। ଅଜଣା ବ୍ୟକ୍ତିମାନଙ୍କ ଦ୍ୱାରା ପ୍ରଭାବିତ ହୋଇ କୌଣସି କାମ କରିବା ଠିକ୍ ହେବନି।: [780, 602, 943, 665]
event-item: • ଓଡ଼ିଶା ଷ୍ଟେଟ୍ ସିଭିଲ ସପ୍ଲାଇଜ୍ କର୍ପୋରେଶନ ଲିମିଟେଡ୍ ଏମ୍ପ୍ଲଇଜ୍ ୱେଲଫେୟାର ଆସୋସିଏସନ ପକ୍ଷରୁ ସାଧାରଣ ପରିଷଦ ବୈଠକ, ସ୍ଥାନ: କଳ୍ପତରୁ ନାରୀମହଲ, ୟୁନିଟ-୧, ସମୟ: ସକାଳ ୯ଟା।: [5, 109, 145, 163]
event-item: • ଖରିଆର ରୋଡ୍ ମହୋତ୍ସବ ଉଦ୍‌ଘାଟନ, ସ୍ଥାନ: ଏଫ୍‌ସିଆଇ ଗୋଦାମ ପଡ଼ିଆ, ସମୟ: ଅପରାହ୍ନ ୪ଟା।: [573, 662, 713, 694]
event-item: • ନବକୃଷ୍ଣ ଚୌଧୁରୀ ଜୟନ୍ତୀ ପାଳନ, ସ୍ଥାନ: ଅନୁଗୋଳ ବରାଘର, ସମୟ: ସକାଳ ୯ ଘଟିକା।: [292, 294, 427, 315]
rashi-label: ଧନୁ: [719, 865, 776, 882]
zodiac-7-icon: ♎: [726, 710, 766, 750]
event-item: • ଭଗବାନ ଶ୍ରୀସତ୍ୟ ସାଇ ବାବାଙ୍କ ଷୋଡ଼ଶ ଉପଚାର ପୂଜା, ସ୍ଥାନ: ସାଇ ନିଳୟମ ସାଇ ବିହାର ମଠସାହି, ସମୟ: ସକାଳ ୯ଟା।: [573, 466, 713, 498]
article-column: [182, 862, 352, 1093]
article-body: ଏବଂ ଇଣ୍ଡିଆନ୍ ଏନର୍ଜି କମ୍ପାନୀ ଆମେରିକା ସରକାରଙ୍କ ତଦନ୍ତ ନେଇ କୌଣସି ନୋଟିସ ପାଇନାହିଁ। ଅନ୍ୟପକ୍ଷେ ଏଭଳି ଅଭିଯୋଗକୁ ଆଦାନୀ ଗ୍ରୁପ୍‌ର ଜଣେ ପ୍ରତିନିଧି ଭିତ୍ତିହୀନ କହି ଖଣ୍ଡନ କରିଛନ୍ତି। ଅଭିଯୋଗ ପ୍ରମାଣିତ ନ ହେବା ଯାଏ କମ୍ପାନୀ ନିର୍ଦ୍ଦୋଷ। ସମସ୍ତ ସମ୍ଭାବ୍ୟ ଆଇନଗତ ବିକଳ୍ପର ସହାୟତା ନିଆଯିବ। ଅନ୍ୟପକ୍ଷେ ଆଦାନୀ ଗ୍ରୁପ୍ ବିରୋଧରେ ଆମେରିକାରେ ମାମଲା ରୁଜୁ ହେବା ପରେ ଦେଶର ଷ୍ଟକ୍ ମାର୍କେଟରେ ଏହାର ପ୍ରଭାବ ଦେଖିବାକୁ ମିଳିଥିଲା। ଆଦାନୀ ଗ୍ରୁପ୍‌ର ସେୟାର ଦରରେ ବଡ଼ ଧରଣର ହ୍ରାସ ଘଟିଥିଲା। ଏହାପରେ ଶୁକ୍ରବାର ସେୟାର ବଜାରରେ କିଛିଟା ସୁଧାର ଦେଖାଦେଇଥିଲା। ରାଜ୍ୟ ସରକାରଙ୍କ ସହ ବିଦ୍ୟୁତ କ୍ରୟ ଚୁକ୍ତି ପ୍ରସଙ୍ଗରେ ଆନ୍ଧ୍ରପ୍ରଦେଶ, ଓଡ଼ିଶା, ଛତିଶଗଡ଼, ତାମିଲନାଡୁ ଓ ଜମ୍ମୁ କଶ୍ମୀରର ନାମ ଅଭିଯୋଗପତ୍ରରେ ରହିଛି। ୨୦୨୧ ଜୁଲାଇରୁ ୨୦୨୨ ଫେବୃଆରୀ ମଧ୍ୟରେ ଏହି ଚୁକ୍ତି ହୋଇଥିବା ଦର୍ଶାଯାଇଛି। ଓଡ଼ିଶା ସରକାରଙ୍କ ସହ ବିଦ୍ୟୁତ୍ ବିକ୍ରି ଚୁକ୍ତି ନେଇ ଉଠିଥିବା ପ୍ରଶ୍ନ ସମ୍ପର୍କରେ ବିରୋଧୀ ଦଳ ସ୍ପଷ୍ଟୀକରଣ ଦାବି କରିଛନ୍ତି। ରାଜ୍ୟ ସରକାର ଏ ସମ୍ପର୍କରେ ତଦନ୍ତ କରିବେ ବୋଲି ସୂଚନା ମିଳିଛି।: [182, 862, 352, 1092]
events-title: ଆଜି କ'ଣ କେଉଁଠି: [163, 70, 555, 115]
article-column: [358, 862, 528, 1285]
dotted-separator: [748, 586, 941, 598]
zodiac-4-icon: ♋: [726, 448, 766, 488]
event-list: [292, 553, 427, 585]
rashifal-list: [718, 160, 943, 1293]
page-number: ୨: [895, 2, 924, 46]
rashi-label: ମେଷ: [719, 165, 776, 182]
event-item: • ଅମରପାଲି କ୍ରିକେଟ କପର ପ୍ରସ୍ତୁତି ବୈଠକ, ସ୍ଥାନ: ଅମରପାଲି ହାଇସ୍କୁଲ ପଡ଼ିଆ, ସମୟ: ଅପରାହ୍ନ ୪ଟା।: [431, 638, 569, 670]
rashi-prediction: ଅନ୍ୟମାନଙ୍କ ସକାଶେ ଯେତିକି ସହଜ ଓ ସୁବିଧା ଜନକ ହୋଇପାରୁଛି ଆପଣଙ୍କ ପାଇଁ ତାହା ନ ହେବା କାରଣରୁ ଚିନ୍ତା କରିବେ। ପାରିବାରିକ ଶୃଙ୍ଖଳା ରକ୍ଷାରେ ସମ୍ପର୍କୀୟଙ୍କ ସହାୟତା ନେବାକୁ ପଡ଼ିପାରେ। କୌଣସି ନୀଚ ଜାତିର ବ୍ୟକ୍ତିଙ୍କ ସହାୟତାରୁ ଉପକୃତ ହେବେ। ହର୍ଷକାତର କଥାରେ ଚିନ୍ତା ପଡ଼ନ୍ତୁ ନାହିଁ, ଯାହାକି ଅଶାନ୍ତ ସ୍ଥିତି ସୃଷ୍ଟି କରିବ।: [780, 1040, 941, 1114]
district-heading: ଜଗତସିଂହପୁର: [292, 534, 365, 551]
rashi-11: [718, 1037, 943, 1127]
dotted-separator: [748, 939, 941, 951]
rashifal-email: Email-pkmahapatro@gmail.com: [818, 140, 940, 149]
event-item: • ସତ୍ୟସାଇଙ୍କ ୯୯ତମ ଜୟନ୍ତୀ ପାଳନ, ସ୍ଥାନ: ଅନୁଗୋଳ ହାଟ ଛକ ସାଇ ବିହାର, ସମୟ: ପୂର୍ବାହ୍ନ ୧୦ଟା ୩୦।: [292, 316, 427, 348]
rashi-12: [718, 1127, 943, 1217]
newspaper-logo: ଧରିତ୍ରୀ 50 Years: [18, 2, 74, 52]
district-heading: ଭୁବନେଶ୍ୱର: [5, 91, 74, 107]
rashi-label: ତୁଳା: [719, 689, 776, 706]
rashi-prediction: କର୍ମକ୍ଷେତ୍ରରେ ଦୃଢ଼ ପଦକ୍ଷେପ ନେଇ ପ୍ରତ୍ୟେକ କାମରେ ସଫଳତା ପାଇବେ। ବନ୍ଧୁମାନେ ପ୍ରଥମେ ଦୂରେଇ ରହୁଥିଲେ ମଧ୍ୟ ଠିକ୍ ସମୟରେ କାମରେ ସାହାଯ୍ୟ କରିବେ। କିଛି ନ କହିଲେ ମଧ୍ୟ ପଡ଼ୋଶୀ ଆନୁଷଙ୍ଗିକ ପ୍ରେରଣା ଯୋଗାଇପାରନ୍ତି। ପାରିବାରିକ ସ୍ତରରେ ପୁରୁଣା କଥାକୁ ବେଶି ଦୋହରାଇବା ଠିକ୍ ହେବନି।: [780, 340, 942, 403]
masthead-rule: [0, 49, 945, 52]
district-heading: ନୟାଗଡ଼: [431, 122, 477, 138]
district-heading: ବାଲେଶ୍ୱର: [150, 132, 214, 149]
event-item: • ଜଗଦ୍ଧାତ୍ରୀ ମେଳା, ସ୍ଥାନ:ଭଞ୍ଜପୁର ବାରିପଦା,ସମୟ: ପୂର୍ବାହ୍ନ ୧୦ଟାରୁ ରାତି ୧୧ଟା।: [292, 119, 427, 151]
events-column: [150, 119, 288, 705]
district-heading: ସୁବର୍ଣ୍ଣପୁର: [431, 575, 492, 592]
rashi-prediction: କର୍ମକ୍ଷେତ୍ରରେ ଅସୁବିଧା ଦେଖାଦେଲେ ମଧ୍ୟ ପରକ୍ଷଣରେ ସବୁ ଠିକ୍ ହୋଇଯିବ। ଇଚ୍ଛା ନ ଥିଲେ ମଧ୍ୟ ବନ୍ଧୁଙ୍କ କାମରେ ଆପଣଙ୍କୁ ହଠାତ୍ ଜରୁରୀ କାମରେ ବାହାରକୁ ଯିବାକୁ ପଡ଼ିପାରେ। ଅଫିସ୍ କାମରେ କିମ୍ବା ରାଜନୈତିକ ସ୍ତରରେ ସମସ୍ୟା ବୃଦ୍ଧି କାରଣରୁ ସାମୟିକ ମାନସିକ ସୁସ୍ଥତା ରହିବ ନାହିଁ। ପ୍ରତ୍ୟେକ କ୍ଷେତ୍ରରେ ବ୍ୟସ୍ତ ବିବ୍ରତ ନ ହୋଇ କାମ କରିବା ଭଲ ହେବ।: [780, 1130, 941, 1204]
event-item: • ଶ୍ରୀ ସତ୍ୟସାଇ ବାବାଙ୍କର ୯୯ତମ ଜନ୍ମ ମହୋତ୍ସବ ଅବସରରେ ନଗର ସଂକୀର୍ତ୍ତନ, ସ୍ଥାନ: ନୟାଗଡ଼ କଲେଜ ରୋଡର ଅମରେନ୍ଦ୍ର କଲୋନୀ ଶ୍ରୀସତ୍ୟସାଇ ମନ୍ଦିର, ଓଡ଼ଗାଁ ବିଜୟ ମଣ୍ଡପ ସାହି, ସମୟ: ସକାଳ ୫ଟା।: [431, 140, 569, 194]
event-item: • ନାଭାଲ ଦିବସ ଅବସରରେ ନାଭାଲ ବ୍ୟାଣ୍ଡ ପ୍ରଦର୍ଶନ, ସ୍ଥାନ: ପୁରୀ ପୌରସଦନ ପରିସର, ସମୟ: ଅପରାହ୍ନ ୪ଟା।: [5, 644, 145, 676]
event-list: [150, 585, 288, 705]
rashi-1: [718, 160, 943, 246]
rashifal-title: ଆଜିର ରାଶିଫଳ: [720, 80, 941, 112]
event-item: • ଜନନେତା ନବକୃଷ୍ଣ ଚୌଧୁରୀଙ୍କ ଜୟନ୍ତୀ, ସ୍ଥାନ: ଇନ୍‌ଷ୍ଟିଚ୍ୟୁସନ ଅଫ୍ ଇଞ୍ଜିନିୟର୍ସ, ୟୁନିଟ-୪, ସମୟ: ପୂର୍ବାହ୍ନ ୧୦ଟା୩୦।: [5, 197, 145, 229]
district-heading: କେନ୍ଦୁଝର: [150, 371, 199, 388]
district-heading: ଅନୁଗୋଳ: [292, 275, 344, 292]
event-item: • ସତ୍ୟସାଇ ଗୁରୁକୁଳମର ବାର୍ଷିକୋତ୍ସବ,ସ୍ଥାନ:ଚିତ୍ରଡ଼ା, ମୋରଡ଼ା ବ୍ଲକ,ସମୟ: ଅପରାହ୍ନ ୩ଟା।: [292, 175, 427, 207]
event-list: [573, 422, 713, 641]
registration-mark: [693, 1487, 705, 1496]
article-column: [5, 862, 175, 1107]
events-column: [573, 88, 713, 748]
dotted-separator: [748, 672, 941, 684]
dateline: ଭୁବନେଶ୍ୱର, ଶନିବାର, ୨୩ ନଭେମ୍ବର, ୨୦୨୪: [84, 14, 188, 50]
district-heading: ନୂଆପଡ଼ା: [573, 644, 621, 661]
district-heading: ଦେବଗଡ଼: [573, 404, 621, 421]
section-name: ରାଜ୍ୟ: [808, 2, 887, 42]
color-registration-mark: [490, 1487, 528, 1496]
event-item: • ମା' ନାରାୟଣୀ କ୍ରିକେଟ ଟୁର୍ଣ୍ଣାମେଣ୍ଟର ପଞ୍ଚମ ଦିବସ, ସ୍ଥାନ: ଉଡୁଲା ଖେଳ ପଡ଼ିଆ, ବୀରମହାରାଜପୁର ବ୍ଲକ, ସମୟ: ପୂର୍ବାହ୍ନ ୧୦ଟା।: [431, 594, 569, 637]
event-list: [292, 606, 427, 726]
event-item: • ଶ୍ରୀ ସତ୍ୟସାଇ ବାବାଙ୍କ ଜନ୍ମ ଜୟନ୍ତୀ ଉତ୍ସବ, ସ୍ଥାନ: କୁସୁମୀ ଶ୍ରୀସତ୍ୟସାଇ ସେବା ମନ୍ଦିର ପରିସର, ସମୟ: ଭୋର ୪ଟା ୩୦ରୁ ଆରମ୍ଭ: [292, 456, 427, 499]
district-heading: କୋରାପୁଟ: [431, 295, 483, 312]
divider: [718, 153, 943, 156]
event-item: • ବାଲେଶ୍ୱର ପ୍ରତିଭା ସମାରୋହ ଉଦ୍‌ଘାଟନୀ ଉତ୍ସବ, ସ୍ଥାନ: ମିଶନ ସ୍କୁଲ କମ୍ପାଉଣ୍ଡ, ବାଲେଶ୍ୱର, ସମୟ: ସନ୍ଧ୍ୟା ୬ଟା ୩୦।: [150, 283, 288, 315]
dotted-separator: [748, 324, 941, 336]
event-item: • ଶ୍ରୀଲ ରାମଦାସ ବାବାଜୀ ମହାଶୟଙ୍କ ସ୍ମରଣୋତ୍ସବ, ସ୍ଥାନ: ନୃସିଂହଟିକିରି ମଠ, କେନ୍ଦ୍ରାପଡ଼ା ସହର, ସମୟ: ସକାଳ ୬ଟା।: [292, 606, 427, 638]
event-item: • ଶ୍ରୀ ସତ୍ୟସାଇ ବାବାଙ୍କର ୯୯ତମ ଜନ୍ମ ଉତ୍ସବ ଓ ରକ୍ତଦାନ ଶିବିର, ସ୍ଥାନ: ସତ୍ୟସାଇ ସେବା ସମିତି, ଜଳେଶ୍ୱର, ସମୟ: ପୂର୍ବାହ୍ନ ୧୦ଟା।: [150, 173, 288, 216]
event-list: [5, 577, 145, 687]
event-item: • ମଧୁମେହ ସଚେତନତା ରାଲି, ସ୍ଥାନ: ଗୃହ ବସନ୍ତଗଡ଼ରୁ ଆରମ୍ଭ, ସମୟ: ସକାଳ ୮ଟା ୧୫।: [292, 402, 427, 434]
event-item: • ଶ୍ରୀ ସତ୍ୟସାଇ ବାବାଙ୍କ ଜନ୍ମ ମହୋତ୍ସବ, ସ୍ଥାନ: ସତ୍ୟସାଇ ମନ୍ଦିର, ତିହିଡ଼ି, ସମୟ: ସକାଳ ୭ଟା।: [150, 336, 288, 368]
article-headline: ପ୍ରକାଶ ପାଇଲା..: [358, 900, 475, 921]
event-item: • ସତ୍ୟ ସାଇବାବାଙ୍କ ୯୯ତମ ଜନ୍ମ ଉତ୍ସବ, ସ୍ଥାନ: ସାଇଜ୍ୟୋତି, ବଡ଼ବିଲ, ସମୟ: ସକାଳ ୫ ରୁ ରାତି ୮ ଟା ୩୦ ପର୍ଯ୍ୟନ୍ତ।: [150, 389, 288, 421]
article-column: [538, 862, 708, 1154]
event-list: [150, 389, 288, 563]
district-heading: ବୌଦ୍ଧ: [573, 697, 612, 714]
event-continuation: ପୁଷ୍ପାକାଶ ରଙ୍ଗମଞ୍ଚ, ସମୟ: ଅପରାହ୍ନ ୫ଟା।: [150, 119, 281, 128]
event-list: [573, 715, 713, 747]
event-item: • ଜିଲାସ୍ତରୀୟ ସାଂସ୍କୃତିକ ମହୋତ୍ସବ ଲୋକକଳା ସଙ୍ଗମ -୨୪ ଦ୍ୱିତୀୟ ଦିବସ କବିତା ପାଠୋତ୍ସବ ତଥା ସାହିତ୍ୟ ଆଲୋଚନା,ସ୍ଥାନ: ସୁରଙ୍ଗମ ନାଟ୍ୟ ମଣ୍ଡପ ,ସମୟ: ପୂର୍ବାହ୍ନ ୧୦ ଟା।: [431, 519, 569, 573]
event-list: [573, 662, 713, 694]
event-list: [150, 336, 288, 368]
event-item: • ଭଗବାନ ଶ୍ରୀସତ୍ୟ ସାଇ ବାବାଙ୍କ ୯୯ତମ ଜନ୍ମମହୋତ୍ସବ, ସ୍ଥାନ: ସାଇ ନିଳୟମ ସାଇ ବିହାର, ମଠସାହି ଦେବଗଡ଼, ସମୟ: ପ୍ରାତଃ ୫ଟା।: [573, 422, 713, 465]
event-item: • ସତ୍‌ସଙ୍ଗ, ସାଂସ୍କୃତିକ କାର୍ଯ୍ୟକ୍ରମ, ସ୍ଥାନ: ସାଇ ନିଳୟମ ସାଇ ବିହାର ମଠସାହି, ସମୟ: ସନ୍ଧ୍ୟା ୭ଟା।: [573, 609, 713, 641]
event-item: • ସାମ୍ୟବାଦୀ ନେତା ତଥା ସାହିତ୍ୟିକ ଗୁରୁଚରଣ ପଟ୍ଟନାୟକଙ୍କ ସ୍ମୃତିସଭା, ସ୍ଥାନ: କଟକ ଶ୍ରୀରାମଚନ୍ଦ୍ର ଭବନ, ସମୟ: ସନ୍ଧ୍ୟା ୬ଟା।: [5, 481, 145, 513]
event-item: • ୟୁନିଭର୍ସିଟି ପୁରୁଷ ହକି ମ୍ୟାଚ, ସ୍ଥାନ: ପାନପୋଷ ସ୍ପୋର୍ଟସ ହଷ୍ଟେଲ, ସମୟ: ପୂର୍ବାହ୍ନ ୧୧ଟା ୩୦।: [573, 369, 713, 401]
event-item: • ସମୂହ ହନୁମାନ ଚାଳିଶା ପାଠ, ସ୍ଥାନ: ଗୋପାଳଜୀ ମନ୍ଦିର, ହନୁମାନ ବାଟିକା, ପୁରୁଣାଗଡ଼ ପଞ୍ଚମୁଖୀ ହନୁମାନ ମନ୍ଦିର, ଦେବଗଡ଼ ସହର, ସମୟ: ସନ୍ଧ୍ୟା ୭ଟା।: [573, 565, 713, 608]
event-item: • ଛାତ୍ରଛାତ୍ରୀଙ୍କ ପାଇଁ ୨ ଦିନିଆ ପୁସ୍ତକ ମେଳା, ସ୍ଥାନ: କେନ୍ଦ୍ରୀୟ ବିଦ୍ୟାଳୟ, ମଧୁବନ, ପାରାଦୀପ, ସମୟ: ସକାଳ ୮ଟା।: [292, 553, 427, 585]
event-list: [573, 303, 713, 401]
event-item: • ଓଡ଼ିଆ ଭାଷା, ସାହିତ୍ୟ ଓ ସଂସ୍କୃତି ବିଭାଗ ପକ୍ଷରୁ ଉତ୍କଳ କେଶରୀ ଡ.ହରେକୃଷ୍ଣ ମହତାବଙ୍କ ୧୨୫ତମ ଜୟନ୍ତୀ ସ୍ମରଣୋତ୍ସବ, ସ୍ଥାନ: ରବୀନ୍ଦ୍ର ମଣ୍ଡପ, ସମୟ: ସନ୍ଧ୍ୟା ୬ଟା ୩୦।: [5, 350, 145, 404]
rashi-prediction: କର୍ମକ୍ଷେତ୍ରରେ ସମସ୍ୟା ପରେ ସମସ୍ୟା ମୁଣ୍ଡ ଟେକିବ। ପାରିବାରିକ ସ୍ତରରୁ ବିଭ୍ରାନ୍ତିକର ଖବର ପାଇ ମାନସିକ ଅସ୍ଥିରତା ସୃଷ୍ଟି ଆଶଙ୍କା ରହିଛି। ସମ୍ପର୍କୀୟଙ୍କ ସହ ଗୁରୁତ୍ୱପୂର୍ଣ୍ଣ ଆଲୋଚନାରେ ଅଂଶଗ୍ରହଣ କରିପାରନ୍ତି। ବାଣିଜ୍ୟ, ସାମ୍ବାଦିକତା ତଥା ପ୍ରଶାସନ, ସାଂଗଠନିକ କ୍ଷେତ୍ରରେ ଲକ୍ଷ୍ୟ ହାସଲ କରିବାରେ ସମର୍ଥ ହେବେ।: [780, 516, 941, 579]
registration-mark: [365, 1487, 377, 1496]
event-item: • ରାଷ୍ଟ୍ରୀୟସ୍ତର ଉପାଧି ପ୍ରଦାନ ସମାରୋହ, ସ୍ଥାନ: ଗଙ୍ଗାଧର ମେହେର ବିଶ୍ୱବିଦ୍ୟାଳୟ ପରିସରସ୍ଥ ଆଡମିନିଷ୍ଟ୍ରେଟିଭ କନଫେରେନ୍ସ ହଲ, ସମୟ: ସନ୍ଧ୍ୟା ୬ଟା।: [431, 456, 569, 499]
event-item: • ସାହିତ୍ୟରେ ସରଳ ଭାଷାର ଆବଶ୍ୟକତା କର୍ମଶାଳା, ସ୍ଥାନ: ଉଦିତନଗର ପ୍ରେକ୍ଷାଳୟ, ସମୟ: ପୂର୍ବାହ୍ନ ୧୦ଟା ୩୦।: [573, 303, 713, 335]
event-item: • ରକ୍ତଦାନ ଶିବିର, ସ୍ଥାନ: ଚୌଦ୍ୱାରସ୍ଥିତ ଇମ୍ପା କ୍ଲାସ୍ କ୍ଲବ୍, ସମୟ: ସକାଳ ୯ଟା।: [5, 458, 145, 479]
district-heading: ସମ୍ବଲପୁର: [431, 348, 494, 365]
event-item: • ନାରାୟଣ ସେବା ଓ ପ୍ରସାଦ ସେବନ, ସ୍ଥାନ: ସାଇ ନିଳୟମ ସାଇ ବିହାର, ମଠସାହି ଦେବଗଡ଼, ସମୟ: ଅପରାହ୍ନ ୧ଟା ୩୦।: [573, 499, 713, 531]
zodiac-8-icon: ♏: [726, 796, 766, 836]
rashi-prediction: ଶୁକ୍ରଙ୍କ ଅଶୁଭ ସଂସ୍ଥାନ ହେତୁ ସ୍ୱାସ୍ଥ୍ୟରେ ଅବନତି ପରିଲକ୍ଷିତ ହେବ। ରବିଙ୍କ ଦୁର୍ବଳତା ପାରିବାରିକ ଆବଶ୍ୟକତା ପୂରଣ ପାଇଁ ଚିନ୍ତିତ କରାଇବ। ପ୍ରତ୍ୟେକ ସ୍ତରରେ ପ୍ରତିବନ୍ଧକକୁ ହଟାଇବାରେ ବନ୍ଧୁଙ୍କ ସହଯୋଗ ନିଶ୍ଚିତ ପାଇବେ। ସାମାଜିକ ସ୍ତରରେ ସମ୍ମାନ ପାଇବେ ଏବଂ ଚେଷ୍ଟା କରୁଥିବା କାମରେ କିଛିଟା ଅଗ୍ରଗତି ଘଟିବାର ସୂଚନା ରହିଛି।: [780, 250, 940, 323]
event-item: • ଗୋକୁଳାନନ୍ଦ ଜୀଉଙ୍କ ପ୍ରଥମାଷ୍ଟମୀ ପର୍ବ, ସ୍ଥାନ: ସିଦ୍ଧାମୂଳା ଗୋକୁଳାନନ୍ଦ ଜୀଉଙ୍କ ମନ୍ଦିର, ସମୟ: ସକାଳ ୮ଟା।: [431, 228, 569, 260]
rashi-label: ସିଂହ: [719, 517, 776, 534]
rashi-label: କୁମ୍ଭ: [719, 1042, 776, 1059]
zodiac-9-icon: ♐: [726, 886, 766, 926]
event-item: • ସିନିୟର ସିଟିଜେନ ଫୋରମର ୨୪ତମ ପ୍ରତିଷ୍ଠା ଦିବସ ଏବଂ ୨୩ତମ ବାର୍ଷିକ ସାଧାରଣ ପରିଷଦ ବୈଠକ, ସ୍ଥାନ: ସିନିୟର ସିଟିଜେନ ଫୋରମ, ଭିଏସ୍ଏସ୍ ନଗର, ସମୟ: ପୂର୍ବାହ୍ନ ୧୧ଟା।: [5, 263, 145, 306]
event-item: • ଶ୍ରୀ ଶନିଗ୍ରହ ମନ୍ଦିରରେ ମେଳା, ପୂଜା ଏବଂ ଭଜନ କୀର୍ତ୍ତନ, ସ୍ଥାନ: ମୋଟରାଉଡ଼ିଆ, ଢେଙ୍କପଦି, ହାଟଡିହି, ସମୟ: ସକାଳ ୭ ଟା ଏବଂ ସନ୍ଧ୍ୟା ୬ ଟା।: [150, 477, 288, 520]
event-item: • ସତ୍ୟସାଇ ବାବାଙ୍କ ୯୯ତମ ଜନ୍ମ ବାର୍ଷିକୀ ପାଳନ, ସ୍ଥାନ: ଉଦଳା ସତ୍ୟସାଇ ସେବାସଦନ, ସମୟ: ପୂର୍ବାହ୍ନ ୧୦ଟା।: [150, 585, 288, 617]
rashi-label: କନ୍ୟା: [719, 603, 776, 620]
dotted-separator: [748, 1025, 941, 1037]
events-column: [292, 119, 427, 726]
rashi-prediction: ଶନିଙ୍କ ପ୍ରଭାବରୁ ଶିଥିଳ ମନ ଓ ଶରୀର ନେଇ ଦିନଟି ଅତିବାହିତ କରିବେ। ଯାହା ଚିନ୍ତା କରୁଥିବେ ତାହାର ଓଲଟା କାମ ମନକୁ ଭାରାକ୍ରାନ୍ତ କରିପାରେ। ଅବଶ୍ୟ ମନ ମୋହିଲା ଭଳି କଥା ଓ ସୁନ୍ଦର ବ୍ୟବହାର ପ୍ରଦର୍ଶନ କରି ସମସ୍ତଙ୍କର ପ୍ରିୟପାତ୍ର ହେବେ। ଆଲୋଚନା ପରିସରରେ ବନ୍ଧୁଙ୍କ ଯୁକ୍ତିକୁ ଗ୍ରହଣ କରିବାକୁ ବାଧ୍ୟ ହୋଇପାରନ୍ତି।: [780, 864, 940, 938]
rashi-10: [718, 951, 943, 1037]
